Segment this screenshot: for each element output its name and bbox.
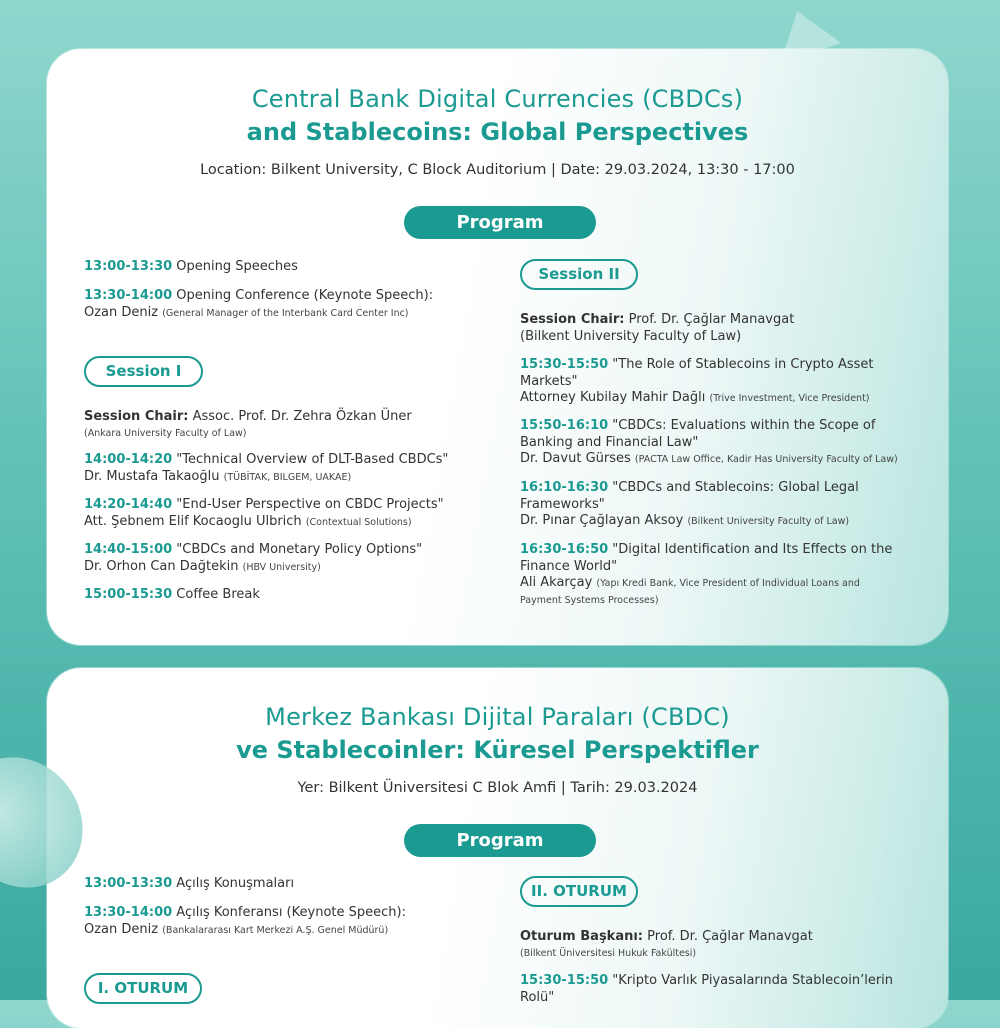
talk-item bbox=[520, 357, 920, 408]
talk-time: 16:10-16:30 bbox=[520, 480, 609, 495]
chair-name: Assoc. Prof. Dr. Zehra Özkan Üner bbox=[192, 409, 412, 424]
program-card-turkish bbox=[47, 668, 948, 1028]
chair-label: Session Chair: bbox=[84, 409, 189, 424]
schedule-item bbox=[84, 587, 524, 604]
item-time: 13:30-14:00 bbox=[84, 288, 173, 303]
chair-name: Prof. Dr. Çağlar Manavgat bbox=[647, 929, 813, 944]
item-time: 13:00-13:30 bbox=[84, 259, 173, 274]
chair-affiliation: (Bilkent Üniversitesi Hukuk Fakültesi) bbox=[520, 947, 697, 959]
schedule-item bbox=[84, 259, 524, 276]
speaker-name: Ali Akarçay bbox=[520, 575, 593, 590]
speaker-name: Ozan Deniz bbox=[84, 304, 159, 320]
speaker-name: Ozan Deniz bbox=[84, 921, 159, 937]
talk-time: 14:00-14:20 bbox=[84, 452, 173, 467]
talk-time: 14:20-14:40 bbox=[84, 497, 173, 512]
speaker-name: Attorney Kubilay Mahir Dağlı bbox=[520, 390, 706, 405]
chair-name: Prof. Dr. Çağlar Manavgat bbox=[628, 312, 795, 327]
talk-title: "Technical Overview of DLT-Based CBDCs" bbox=[176, 452, 449, 467]
talk-item bbox=[84, 542, 524, 576]
speaker-name: Dr. Mustafa Takaoğlu bbox=[84, 468, 220, 484]
talk-title-cont: Finance World" bbox=[520, 558, 618, 574]
event-location-date: Yer: Bilkent Üniversitesi C Blok Amfi | Tarih: 29.03.2024 bbox=[297, 780, 698, 796]
chair-affiliation: (Bilkent University Faculty of Law) bbox=[520, 328, 742, 344]
event-location-date: Location: Bilkent University, C Block Auditorium | Date: 29.03.2024, 13:30 - 17:00 bbox=[200, 162, 795, 178]
session-badge: II. OTURUM bbox=[520, 876, 638, 907]
talk-title-cont: Banking and Financial Law" bbox=[520, 434, 699, 450]
item-time: 15:00-15:30 bbox=[84, 587, 173, 602]
talk-title: "Digital Identification and Its Effects on the bbox=[612, 542, 893, 557]
talk-item bbox=[84, 452, 524, 486]
program-badge: Program bbox=[404, 206, 596, 239]
speaker-name: Dr. Orhon Can Dağtekin bbox=[84, 558, 239, 574]
talk-time: 15:30-15:50 bbox=[520, 357, 609, 372]
item-text: Coffee Break bbox=[176, 587, 260, 602]
talk-title: "The Role of Stablecoins in Crypto Asset bbox=[612, 357, 874, 372]
item-text: Opening Speeches bbox=[176, 259, 298, 274]
right-column bbox=[520, 668, 930, 1028]
speaker-affiliation: (Contextual Solutions) bbox=[305, 516, 412, 528]
talk-title: "Kripto Varlık Piyasalarında Stablecoin’lerin bbox=[612, 973, 894, 988]
event-title-line1: Central Bank Digital Currencies (CBDCs) bbox=[251, 85, 744, 113]
talk-time: 15:50-16:10 bbox=[520, 418, 609, 433]
talk-time: 14:40-15:00 bbox=[84, 542, 173, 557]
speaker-name: Dr. Pınar Çağlayan Aksoy bbox=[520, 513, 684, 528]
session-badge: Session II bbox=[520, 259, 638, 290]
talk-item bbox=[520, 480, 920, 531]
speaker-affiliation: (Bankalararası Kart Merkezi A.Ş. Genel Müdürü) bbox=[162, 924, 389, 936]
session-chair bbox=[520, 312, 920, 345]
speaker-affiliation: (PACTA Law Office, Kadir Has University Faculty of Law) bbox=[634, 454, 898, 465]
talk-time: 15:30-15:50 bbox=[520, 973, 609, 988]
item-text: Opening Conference (Keynote Speech): bbox=[176, 288, 434, 303]
session-badge: Session I bbox=[84, 356, 203, 387]
item-time: 13:00-13:30 bbox=[84, 876, 173, 891]
session-chair bbox=[84, 409, 524, 442]
speaker-affiliation-cont: Payment Systems Processes) bbox=[520, 594, 659, 606]
talk-title-cont: Markets" bbox=[520, 373, 578, 389]
left-column bbox=[84, 49, 514, 645]
session-chair bbox=[520, 929, 920, 962]
talk-item bbox=[520, 542, 920, 609]
program-card-english bbox=[47, 49, 948, 645]
schedule-item bbox=[84, 905, 524, 939]
talk-title: "CBDCs and Stablecoins: Global Legal bbox=[612, 480, 859, 495]
session-badge: I. OTURUM bbox=[84, 973, 202, 1004]
speaker-affiliation: (General Manager of the Interbank Card Center Inc) bbox=[162, 307, 409, 319]
chair-affiliation: (Ankara University Faculty of Law) bbox=[84, 427, 247, 439]
talk-item bbox=[520, 418, 920, 469]
schedule-item bbox=[84, 876, 524, 893]
program-badge: Program bbox=[404, 824, 596, 857]
talk-item bbox=[520, 973, 920, 1006]
event-title-line1: Merkez Bankası Dijital Paraları (CBDC) bbox=[265, 703, 730, 731]
talk-title: "End-User Perspective on CBDC Projects" bbox=[176, 497, 444, 512]
event-title-line2: and Stablecoins: Global Perspectives bbox=[246, 118, 749, 146]
item-text: Açılış Konferansı (Keynote Speech): bbox=[176, 905, 406, 920]
item-text: Açılış Konuşmaları bbox=[176, 876, 295, 891]
chair-label: Session Chair: bbox=[520, 312, 625, 327]
talk-item bbox=[84, 497, 524, 531]
right-column bbox=[520, 49, 930, 645]
speaker-name: Att. Şebnem Elif Kocaoglu Ulbrich bbox=[84, 513, 302, 529]
speaker-affiliation: (Bilkent University Faculty of Law) bbox=[687, 516, 850, 527]
speaker-affiliation: (HBV University) bbox=[242, 561, 321, 573]
item-time: 13:30-14:00 bbox=[84, 905, 173, 920]
chair-label: Oturum Başkanı: bbox=[520, 929, 644, 944]
speaker-affiliation: (TÜBİTAK, BILGEM, UAKAE) bbox=[223, 471, 352, 483]
speaker-name: Dr. Davut Gürses bbox=[520, 451, 631, 466]
speaker-affiliation: (Trive Investment, Vice President) bbox=[709, 393, 870, 404]
talk-title-cont: Frameworks" bbox=[520, 496, 605, 512]
talk-time: 16:30-16:50 bbox=[520, 542, 609, 557]
talk-title-cont: Rolü" bbox=[520, 989, 555, 1005]
schedule-item bbox=[84, 288, 524, 322]
speaker-affiliation: (Yapı Kredi Bank, Vice President of Individual Loans and bbox=[596, 578, 860, 589]
talk-title: "CBDCs and Monetary Policy Options" bbox=[176, 542, 423, 557]
event-title-line2: ve Stablecoinler: Küresel Perspektifler bbox=[236, 736, 759, 764]
talk-title: "CBDCs: Evaluations within the Scope of bbox=[612, 418, 876, 433]
left-column bbox=[84, 668, 514, 1028]
